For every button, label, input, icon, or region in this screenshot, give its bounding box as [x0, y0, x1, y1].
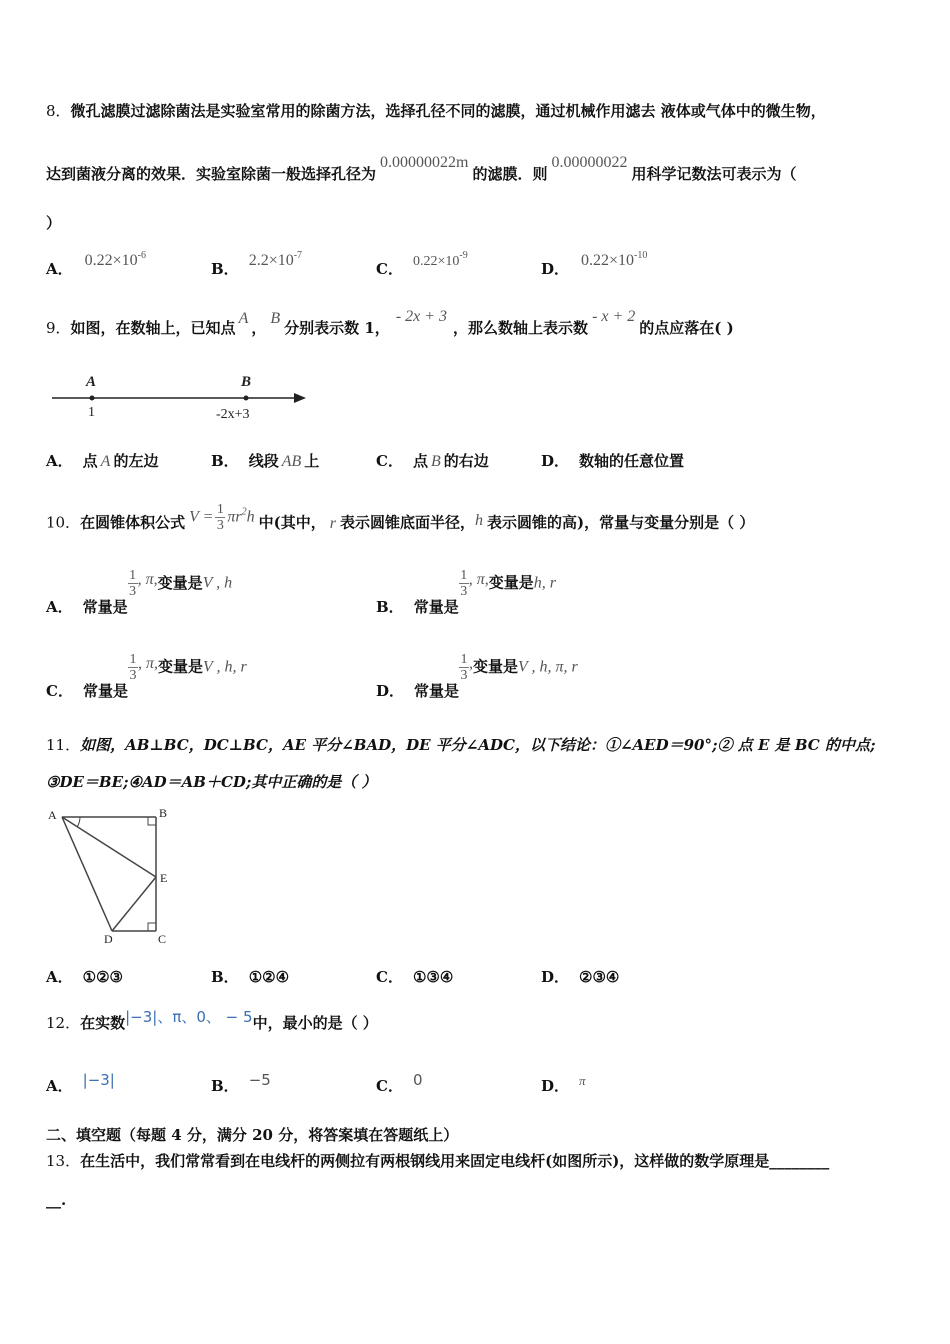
option-label: B．: [211, 260, 239, 278]
option-const-label: 常量是: [82, 681, 128, 700]
option-exp: -9: [459, 250, 468, 261]
angle-arc-a: [77, 817, 80, 827]
option-fraction: $\frac{1}{3}$: [460, 568, 468, 599]
q8-line1: [46, 101, 826, 121]
q8-text-1: 微孔滤膜过滤除菌法是实验室常用的除菌方法，选择孔径不同的滤膜，通过机械作用滤去 液体或气体中的微生物，: [70, 102, 826, 120]
q10-formula: [189, 502, 255, 533]
option-label: C．: [46, 681, 73, 700]
q12-option-a[interactable]: [46, 1071, 115, 1096]
option-math: B: [430, 453, 441, 470]
segment-ae: [62, 817, 156, 877]
fig-label-one: 1: [88, 405, 95, 420]
q8-value-m: 0.00000022m: [380, 154, 469, 171]
fig-label-e: E: [160, 871, 168, 885]
point-b-dot: [244, 396, 249, 401]
q9-line1: [46, 308, 734, 339]
q8-line3: ）: [46, 214, 62, 232]
option-const-math: ,: [469, 654, 474, 672]
q10-text-3: 表示圆锥底面半径，: [339, 513, 475, 532]
option-label: C．: [376, 968, 403, 986]
section-title: 二、填空题（每题 4 分，满分 20 分，将答案填在答题纸上）: [46, 1126, 459, 1144]
option-label: D．: [541, 452, 570, 470]
option-var-label: 变量是: [157, 657, 203, 676]
q10-text-2: 中(其中，: [258, 513, 326, 532]
q11-line1: [46, 735, 876, 755]
option-var-label: 变量是: [488, 573, 534, 592]
q10-option-c[interactable]: [46, 652, 247, 700]
q10-option-b[interactable]: [376, 568, 556, 616]
q12-text-1: 在实数: [80, 1014, 126, 1032]
option-text: ①②④: [248, 968, 290, 986]
q11-option-b[interactable]: [211, 966, 289, 987]
q13-number: 13．: [46, 1152, 81, 1170]
option-label: B．: [211, 968, 239, 986]
fraction-denominator: 3: [216, 518, 224, 533]
q8-text-2b: 的滤膜．则: [472, 165, 548, 183]
option-label: C．: [376, 1077, 403, 1095]
option-exp: -6: [137, 250, 147, 261]
q9-option-b[interactable]: [211, 450, 319, 471]
q12-values: |−3|、π、0、 − 5: [125, 1008, 253, 1026]
option-pre: 线段: [248, 452, 279, 470]
option-base: 2.2×10: [248, 252, 294, 269]
q11-option-c[interactable]: [376, 966, 453, 987]
q9-sep: ，: [251, 319, 267, 337]
q10-option-d[interactable]: [376, 652, 578, 700]
q12-option-c[interactable]: [376, 1071, 423, 1096]
option-fraction: $\frac{1}{3}$: [460, 652, 468, 683]
q9-point-a: A: [238, 310, 249, 327]
option-math: A: [100, 453, 111, 470]
segment-ad: [62, 817, 112, 931]
q9-option-c[interactable]: [376, 450, 489, 471]
fig-label-expr: -2x+3: [216, 407, 250, 422]
option-text: ②③④: [579, 968, 620, 986]
q9-option-a[interactable]: [46, 450, 158, 471]
option-value: [85, 252, 146, 269]
right-angle-c: [148, 923, 156, 931]
fig-label-a: A: [48, 808, 57, 822]
option-value: [249, 252, 302, 269]
q13-line1: [46, 1151, 829, 1171]
q9-number-line-figure: [48, 368, 313, 428]
right-angle-b: [148, 817, 156, 825]
q11-text-1: 如图，AB⊥BC，DC⊥BC，AE 平分∠BAD，DE 平分∠ADC，以下结论：①∠AED＝90°;② 点 E 是 BC 的中点;: [80, 736, 876, 754]
option-var-label: 变量是: [473, 657, 519, 676]
q12-option-d[interactable]: [541, 1075, 586, 1096]
option-var-math: V , h: [202, 574, 233, 592]
formula-h: h: [246, 508, 255, 526]
q10-option-a[interactable]: [46, 568, 233, 616]
option-math: AB: [281, 453, 302, 470]
option-base: 0.22×10: [412, 254, 460, 269]
q11-geometry-figure: [44, 803, 179, 948]
option-label: D．: [541, 968, 570, 986]
q8-number: 8．: [46, 102, 71, 120]
option-post: 的左边: [113, 452, 159, 470]
option-var-math: V , h, π, r: [518, 658, 578, 676]
option-var-label: 变量是: [157, 573, 203, 592]
option-label: A．: [46, 968, 73, 986]
q9-point-b: B: [270, 310, 281, 327]
option-fraction: $\frac{1}{3}$: [129, 652, 137, 683]
option-value: [412, 250, 468, 269]
option-var-math: V , h, r: [203, 658, 247, 676]
option-value: 0: [412, 1071, 423, 1089]
q8-text-2c: 用科学记数法可表示为（: [631, 165, 797, 183]
q11-option-d[interactable]: [541, 966, 619, 987]
formula-pi-r: πr: [227, 508, 242, 526]
option-value: −5: [248, 1071, 271, 1089]
option-const-label: 常量是: [413, 597, 459, 616]
option-exp: -10: [634, 250, 648, 261]
option-label: D．: [541, 1077, 570, 1095]
fig-label-b: B: [159, 806, 168, 820]
option-value: [581, 252, 647, 269]
q12-line1: [46, 1008, 378, 1033]
option-const-label: 常量是: [82, 597, 128, 616]
formula-square: 2: [241, 506, 247, 518]
q9-text-4: 的点应落在( ): [639, 319, 734, 337]
q9-expr-2: - x + 2: [592, 308, 636, 325]
option-pre: 点: [82, 452, 98, 470]
q10-text-4: 表示圆锥的高)，常量与变量分别是（ ）: [487, 513, 755, 532]
fraction-numerator: 1: [216, 502, 224, 517]
q10-line1: [46, 502, 755, 539]
q12-text-2: 中，最小的是（ ）: [252, 1014, 378, 1032]
option-value: π: [579, 1073, 586, 1088]
fig-label-d: D: [104, 932, 113, 946]
option-label: C．: [376, 452, 403, 470]
option-const-math: , π,: [137, 570, 158, 588]
q10-number: 10．: [46, 513, 81, 532]
option-text: ①②③: [82, 968, 123, 986]
option-text: ①③④: [412, 968, 454, 986]
q10-text-1: 在圆锥体积公式: [80, 513, 186, 532]
formula-v: V =: [189, 508, 214, 526]
q8-option-d[interactable]: [541, 250, 648, 279]
option-label: A．: [46, 260, 73, 278]
fig-label-a: A: [86, 374, 97, 390]
q8-option-b[interactable]: [211, 250, 303, 279]
q9-number: 9．: [46, 319, 71, 337]
fig-label-c: C: [158, 932, 167, 946]
q10-h: h: [475, 511, 483, 529]
option-const-label: 常量是: [414, 681, 460, 700]
number-line-arrow: [294, 393, 306, 403]
q11-number: 11．: [46, 736, 81, 754]
option-label: A．: [46, 452, 73, 470]
q8-value: 0.00000022: [551, 154, 628, 171]
option-value: |−3|: [82, 1071, 115, 1089]
q9-text-2: 分别表示数 1，: [284, 319, 390, 337]
formula-fraction: [215, 502, 225, 533]
option-label: D．: [376, 681, 405, 700]
q9-option-d[interactable]: [541, 450, 684, 471]
option-pre: 数轴的任意位置: [579, 452, 685, 470]
q12-option-b[interactable]: [211, 1071, 271, 1096]
option-var-math: h, r: [533, 574, 556, 592]
option-const-math: , π,: [137, 654, 158, 672]
q8-text-2a: 达到菌液分离的效果．实验室除菌一般选择孔径为: [46, 165, 377, 183]
q9-text-1: 如图，在数轴上，已知点: [70, 319, 236, 337]
option-pre: 点: [412, 452, 428, 470]
option-const-math: , π,: [468, 570, 489, 588]
option-post: 上: [304, 452, 320, 470]
option-label: B．: [376, 597, 404, 616]
q8-line2: [46, 154, 797, 185]
option-base: 0.22×10: [581, 252, 635, 269]
q13-line2: __.: [46, 1191, 67, 1209]
q10-r: r: [329, 514, 336, 532]
option-label: D．: [541, 260, 570, 278]
option-base: 0.22×10: [84, 252, 138, 269]
option-label: B．: [211, 1077, 239, 1095]
option-label: C．: [376, 260, 403, 278]
option-fraction: $\frac{1}{3}$: [129, 568, 137, 599]
option-label: A．: [46, 597, 73, 616]
q8-option-a[interactable]: [46, 250, 147, 279]
option-label: A．: [46, 1077, 73, 1095]
q11-line2: ③DE＝BE;④AD＝AB＋CD;其中正确的是（ ）: [46, 773, 377, 791]
option-exp: -7: [293, 250, 303, 261]
q13-text-1: 在生活中，我们常常看到在电线杆的两侧拉有两根钢线用来固定电线杆(如图所示)，这样做的数学原理是________: [80, 1152, 830, 1170]
q11-option-a[interactable]: [46, 966, 123, 987]
q9-text-3: ，那么数轴上表示数: [453, 319, 589, 337]
q9-expr-1: - 2x + 3: [395, 308, 448, 325]
option-post: 的右边: [443, 452, 489, 470]
q8-option-c[interactable]: [376, 250, 468, 279]
fig-label-b: B: [241, 374, 252, 390]
option-label: B．: [211, 452, 239, 470]
point-a-dot: [90, 396, 95, 401]
q12-number: 12．: [46, 1014, 81, 1032]
